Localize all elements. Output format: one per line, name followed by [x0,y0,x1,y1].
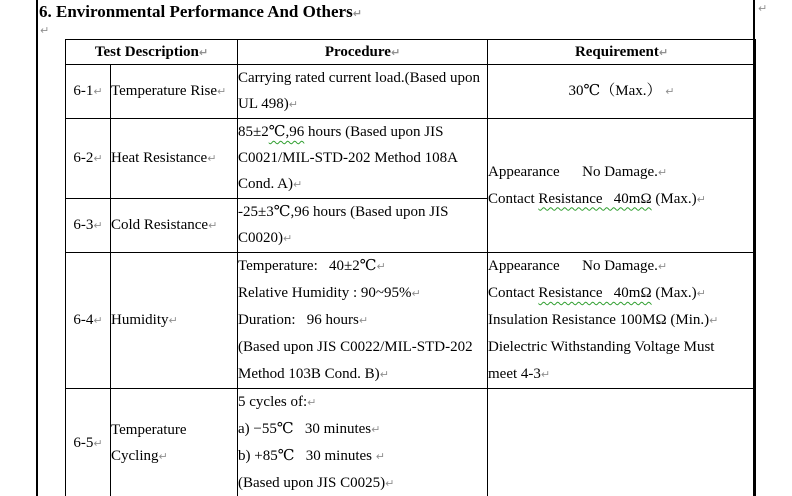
text-run: 30℃（Max.） [568,83,666,99]
paragraph-mark-icon: ↵ [307,396,317,409]
table-row-6-2 [66,119,756,199]
paragraph-mark-icon: ↵ [352,7,362,20]
text-run: C0020) [238,230,283,246]
text-line [238,145,487,171]
text-run: Duration: 96 hours [238,312,359,328]
text-line [111,443,237,470]
row-id: 6-1 [73,83,94,99]
text-line [238,470,487,496]
procedure-cell [238,389,488,496]
row-id-cell [66,253,111,389]
paragraph-mark-icon: ↵ [288,98,298,111]
text-run: Appearance No Damage. [488,163,658,180]
text-run: Temperature: 40±2℃ [238,258,377,274]
paragraph-mark-icon: ↵ [411,287,421,300]
paragraph-mark-icon: ↵ [93,85,103,98]
text-run: a) −55℃ 30 minutes [238,421,372,437]
paragraph-mark-icon: ↵ [540,368,551,381]
text-run: Contact [488,285,539,301]
text-line [238,389,487,416]
procedure-cell [238,253,488,389]
paragraph-mark-icon: ↵ [93,152,103,165]
test-name-cell [111,389,238,496]
text-run: Contact [488,190,539,207]
header-label: Test Description [94,43,199,60]
misspelled-text-run: ℃,96 [268,124,305,140]
test-name: Humidity [111,312,169,328]
text-line [488,159,755,186]
paragraph-mark-icon: ↵ [358,314,369,327]
header-requirement [488,40,756,65]
row-id-cell [66,65,111,119]
paragraph-mark-icon: ↵ [385,477,395,490]
text-run: b) +85℃ 30 minutes [238,448,376,464]
paragraph-mark-icon: ↵ [758,2,768,15]
text-line [238,91,487,118]
text-line [488,307,755,334]
header-label: Requirement [574,43,659,60]
test-name: Heat Resistance [111,150,208,166]
text-line [488,280,755,307]
paragraph-mark-icon: ↵ [665,85,675,98]
text-line [488,186,755,213]
row-id-cell [66,199,111,253]
misspelled-text-run: Resistance 40mΩ [538,190,652,207]
text-run: Relative Humidity : 90~95% [238,285,412,301]
requirement-cell-merged [488,119,756,253]
test-name-cell [111,65,238,119]
text-run: C0021/MIL-STD-202 Method 108A [238,150,458,166]
row-id-cell [66,389,111,496]
procedure-cell [238,199,488,253]
text-run: Carrying rated current load.(Based upon [238,70,480,86]
test-name: Temperature [111,421,187,438]
row-id: 6-4 [73,312,94,328]
paragraph-mark-icon: ↵ [93,436,103,450]
text-line [238,416,487,443]
row-id-cell [66,119,111,199]
row-id: 6-5 [73,434,94,451]
row-id: 6-2 [73,150,94,166]
text-run: (Max.) [651,190,697,207]
text-line [238,225,487,252]
table-row-6-5 [66,389,756,496]
paragraph-mark-icon: ↵ [696,192,706,206]
text-line [238,307,487,334]
text-run: Appearance No Damage. [488,258,658,274]
requirement-cell-empty [488,389,756,496]
text-run: 5 cycles of: [238,394,308,410]
paragraph-mark-icon: ↵ [657,260,668,273]
test-name-cell [111,119,238,199]
test-name-cell [111,199,238,253]
paragraph-mark-icon: ↵ [283,232,293,245]
paragraph-mark-icon: ↵ [658,45,669,59]
text-run: UL 498) [238,96,289,112]
environmental-performance-table [65,39,756,496]
text-line [238,119,487,145]
text-run: Cond. A) [238,176,294,192]
text-run: (Max.) [651,285,697,301]
procedure-cell [238,65,488,119]
paragraph-mark-icon: ↵ [93,219,103,232]
paragraph-mark-icon: ↵ [208,219,218,232]
paragraph-mark-icon: ↵ [198,45,209,59]
text-run: -25±3℃,96 hours (Based upon JIS [238,204,449,220]
text-line [238,280,487,307]
text-line [238,65,487,91]
paragraph-mark-icon: ↵ [371,423,381,436]
paragraph-mark-icon: ↵ [375,450,385,463]
text-run: (Based upon JIS C0025) [238,475,386,491]
paragraph-mark-icon: ↵ [657,165,668,179]
paragraph-mark-icon: ↵ [376,260,386,273]
text-run: Dielectric Withstanding Voltage Must [488,339,715,355]
test-name: Cycling [111,447,159,464]
text-run: 85±2 [238,124,269,140]
text-line [238,171,487,198]
paragraph-mark-icon: ↵ [696,287,706,300]
paragraph-mark-icon: ↵ [93,314,103,327]
text-run: Insulation Resistance 100MΩ (Min.) [488,312,710,328]
header-label: Procedure [324,43,391,60]
paragraph-mark-icon: ↵ [390,45,401,59]
requirement-cell [488,65,756,119]
procedure-cell [238,119,488,199]
paragraph-mark-icon: ↵ [40,24,50,37]
test-name: Cold Resistance [111,217,209,233]
text-line [111,417,237,443]
paragraph-mark-icon: ↵ [168,314,178,327]
header-procedure [238,40,488,65]
paragraph-mark-icon: ↵ [379,368,389,381]
paragraph-mark-icon: ↵ [158,449,168,463]
paragraph-mark-icon: ↵ [709,314,719,327]
requirement-cell [488,253,756,389]
text-run: hours (Based upon JIS [304,124,444,140]
row-id: 6-3 [73,217,94,233]
text-run: meet 4-3 [488,366,541,382]
section-title [39,2,362,22]
text-line [238,361,487,388]
table-header-row [66,40,756,65]
misspelled-text-run: Resistance 40mΩ [538,285,652,301]
text-run: (Based upon JIS C0022/MIL-STD-202 [238,339,473,355]
text-run: Method 103B Cond. B) [238,366,380,382]
text-line [488,361,755,388]
text-line [238,199,487,225]
test-name-cell [111,253,238,389]
section-title-text: 6. Environmental Performance And Others [39,2,353,21]
text-line [238,334,487,361]
header-test-description [66,40,238,65]
paragraph-mark-icon: ↵ [217,85,227,98]
paragraph-mark-icon: ↵ [207,152,217,165]
text-line [238,253,487,280]
test-name: Temperature Rise [111,83,217,99]
table-row-6-4 [66,253,756,389]
text-line [488,253,755,280]
paragraph-mark-icon: ↵ [293,178,303,191]
text-line [488,334,755,361]
text-line [238,443,487,470]
text-boundary-left [36,0,38,496]
text-line [488,78,755,105]
table-row-6-1 [66,65,756,119]
